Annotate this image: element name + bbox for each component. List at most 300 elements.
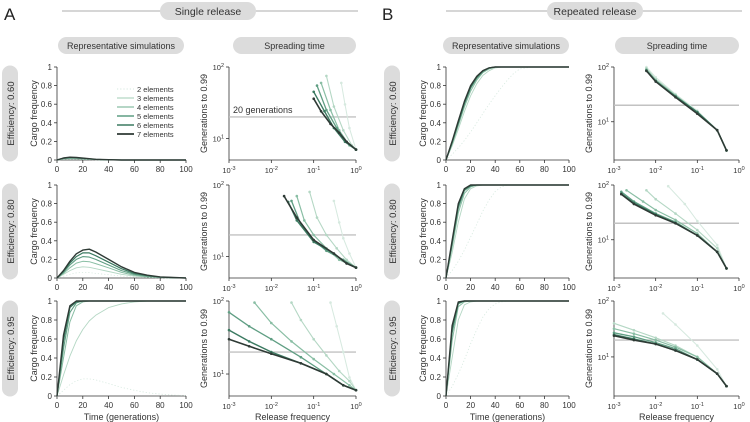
B-sim-0.80-ytick-label-2: 0.4 [429, 236, 441, 246]
legend-label-6: 6 elements [137, 121, 174, 130]
B-sim-0.60-axes [418, 63, 576, 174]
A-spread-0.95-series-3-elements [292, 303, 357, 391]
B-spread-0.60-xtick-label-0-base: 10 [607, 166, 616, 175]
B-spread-0.80-point-3-3 [696, 229, 699, 232]
B-spread-0.80-point-4-2 [654, 209, 657, 212]
A-sim-0.95-axes [29, 297, 193, 422]
B-spread-0.80-ytick-label-1-base: 10 [597, 181, 606, 190]
B-spread-0.95-xtick-label-3 [733, 402, 744, 411]
A-sim-0.60-xtick-label-1: 20 [78, 165, 88, 174]
A-sim-0.60-xtick-label-5: 100 [179, 165, 193, 174]
B-spread-0.60-series-6-elements [646, 71, 726, 151]
B-sim-0.60-ytick-label-3: 0.6 [429, 100, 441, 110]
A-spread-0.80-y-label: Generations to 0.99 [199, 191, 209, 272]
B-spread-0.95-point-7-4 [696, 358, 699, 361]
A-sim-0.95-y-label: Cargo frequency [29, 315, 39, 382]
B-sim-0.95-ytick-label-4: 0.8 [429, 316, 441, 325]
A-spread-0.80-series-3-elements [310, 192, 356, 268]
B-spread-0.80-point-2-1 [684, 203, 687, 206]
B-spread-0.95-xtick-label-1 [649, 402, 662, 411]
A-sim-0.95-series-7-elements [57, 301, 186, 396]
B-spread-0.60-point-7-1 [654, 80, 657, 83]
A-sim-0.95-xtick-label-1: 20 [78, 401, 88, 410]
B-spread-0.80-xtick-label-3-base: 10 [733, 284, 742, 293]
B-sim-0.80-ytick-label-3: 0.6 [429, 218, 441, 228]
A-spread-0.95-xtick-label-3-base: 10 [350, 402, 359, 411]
B-sim-0.60-series-3-elements [446, 67, 569, 160]
A-sim-0.60-ytick-label-3: 0.6 [40, 100, 52, 110]
A-spread-0.80-point-4-1 [303, 219, 306, 222]
A-spread-0.60-series-4-elements [321, 83, 356, 150]
B-sim-0.95-ytick-label-2: 0.4 [429, 354, 441, 363]
A-spread-0.60-y-label: Generations to 0.99 [199, 73, 209, 154]
B-spread-0.95-xtick-label-0-base: 10 [607, 402, 616, 411]
B-spread-0.60-series-7-elements [646, 71, 726, 150]
A-spread-0.80-point-7-0 [283, 195, 286, 198]
B-spread-0.60-point-7-4 [716, 129, 719, 132]
A-spread-0.95-point-4-1 [270, 322, 273, 325]
A-spread-0.95-xtick-label-0-base: 10 [222, 402, 231, 411]
A-spread-0.80-xtick-label-2-exp: -1 [315, 284, 321, 290]
B-sim-0.60-xtick-label-1: 20 [466, 165, 476, 174]
B-spread-0.95-xtick-label-1-exp: -2 [657, 402, 663, 408]
A-spread-0.95-point-2-1 [335, 325, 338, 328]
panel_b-row-label-1: Efficiency: 0.80 [388, 199, 399, 264]
A-spread-0.60-xtick-label-1 [265, 166, 278, 175]
A-spread-0.60-ytick-label-0-exp: 1 [220, 134, 224, 141]
A-spread-0.95-point-5-2 [270, 338, 273, 341]
A-spread-0.80-point-3-2 [325, 234, 328, 237]
B-spread-0.60-xtick-label-3-exp: 0 [741, 166, 745, 172]
B-sim-0.95-ytick-label-5: 1 [436, 297, 441, 306]
B-spread-0.80-point-7-0 [620, 193, 623, 196]
A-spread-0.80-xtick-label-0-base: 10 [222, 284, 231, 293]
B-spread-0.80-series-2-elements [668, 186, 726, 268]
A-spread-0.95-point-3-2 [312, 338, 315, 341]
A-sim-0.60-ytick-label-4: 0.8 [40, 81, 52, 91]
B-spread-0.80-xtick-label-3-exp: 0 [741, 284, 745, 290]
B-spread-0.95-series-4-elements [614, 329, 727, 387]
A-spread-0.60-xtick-label-3 [350, 166, 361, 175]
B-spread-0.80-point-7-6 [725, 267, 728, 270]
A-spread-0.60-point-3-2 [342, 129, 345, 132]
A-spread-0.95-y-label: Generations to 0.99 [199, 308, 209, 389]
A-spread-0.80-xtick-label-1-exp: -2 [273, 284, 278, 290]
A-sim-0.95-xtick-label-5: 100 [179, 401, 193, 410]
B-spread-0.95-point-7-6 [725, 385, 728, 388]
A-spread-0.95-series-2-elements [331, 303, 357, 391]
B-spread-0.95-point-7-0 [613, 334, 616, 337]
B-sim-0.80-y-label: Cargo frequency [418, 198, 428, 265]
A-spread-0.60-point-7-2 [329, 123, 332, 126]
B-sim-0.95-xtick-label-5: 100 [562, 401, 576, 410]
B-spread-0.95-ytick-label-0-exp: 1 [605, 352, 609, 359]
panel-a-letter: A [4, 5, 16, 24]
A-spread-0.80-xtick-label-1-base: 10 [264, 284, 274, 293]
B-sim-0.80-xtick-label-4: 80 [539, 283, 549, 292]
A-sim-0.80-y-label: Cargo frequency [29, 198, 39, 265]
A-sim-0.95-series-4-elements [57, 301, 186, 396]
B-spread-0.60-y-label: Generations to 0.99 [584, 73, 594, 154]
legend-label-3: 3 elements [137, 94, 174, 103]
B-spread-0.80-ytick-label-0-exp: 1 [605, 235, 609, 242]
B-sim-0.95-xtick-label-1: 20 [466, 401, 476, 410]
B-spread-0.95-xtick-label-0-exp: -3 [615, 402, 621, 408]
panel_a-row-label-1: Efficiency: 0.80 [6, 199, 17, 264]
A-spread-0.80-point-3-1 [316, 216, 319, 219]
A-spread-0.95-xtick-label-3 [350, 402, 361, 411]
A-sim-0.95-ytick-label-5: 1 [47, 297, 52, 306]
A-spread-0.95-point-7-0 [228, 338, 231, 341]
B-spread-0.95-point-7-2 [654, 343, 657, 346]
A-spread-0.80-point-2-0 [333, 200, 336, 203]
B-sim-0.95-series-5-elements [446, 301, 569, 396]
B-spread-0.60-ytick-label-1-exp: 2 [605, 63, 609, 69]
B-spread-0.95-point-4-4 [696, 356, 699, 359]
B-sim-0.95-xtick-label-2: 40 [490, 401, 500, 410]
A-spread-0.80-xtick-label-3-base: 10 [350, 284, 359, 293]
A-spread-0.80-xtick-label-3 [350, 284, 361, 293]
B-sim-0.95-ytick-label-3: 0.6 [429, 335, 441, 344]
B-spread-0.95-point-2-3 [716, 368, 719, 371]
A-spread-0.95-point-6-1 [248, 340, 251, 343]
A-spread-0.95-point-4-3 [312, 358, 315, 361]
A-spread-0.95-ytick-label-0-base: 10 [212, 370, 221, 380]
A-spread-0.80-xtick-label-3-exp: 0 [358, 284, 362, 290]
A-sim-0.60-xtick-label-0: 0 [54, 165, 60, 174]
panel_a-row-label-2: Efficiency: 0.95 [6, 316, 17, 381]
A-sim-0.95-x-label: Time (generations) [83, 412, 160, 422]
A-spread-0.80-point-7-2 [312, 239, 315, 242]
B-sim-0.80-xtick-label-2: 40 [490, 283, 500, 292]
A-spread-0.80-ytick-label-0-base: 10 [212, 252, 221, 262]
A-sim-0.95-xtick-label-2: 40 [104, 401, 114, 410]
A-sim-0.80-xtick-label-2: 40 [104, 283, 114, 292]
B-spread-0.80-xtick-label-0-base: 10 [607, 284, 616, 293]
A-sim-0.60-y-label: Cargo frequency [29, 80, 39, 147]
B-spread-0.80-point-7-1 [633, 203, 636, 206]
B-sim-0.95-xtick-label-4: 80 [539, 401, 549, 410]
B-spread-0.95-xtick-label-1-base: 10 [649, 402, 658, 411]
B-sim-0.60-xtick-label-3: 60 [515, 165, 525, 174]
B-spread-0.95-point-3-0 [613, 322, 616, 325]
A-sim-0.80-ytick-label-4: 0.8 [40, 199, 52, 209]
A-spread-0.80-xtick-label-0-exp: -3 [230, 284, 236, 290]
B-spread-0.80-xtick-label-2 [691, 284, 704, 293]
A-sim-0.60-ytick-label-2: 0.4 [40, 118, 52, 128]
A-sim-0.95-ytick-label-0: 0 [47, 392, 52, 401]
B-spread-0.95-xtick-label-2-exp: -1 [699, 402, 704, 408]
A-spread-0.95-point-3-5 [348, 380, 351, 383]
A-spread-0.60-xtick-label-1-exp: -2 [273, 166, 278, 172]
A-spread-0.95-xtick-label-0 [222, 402, 235, 411]
B-sim-0.95-y-label: Cargo frequency [418, 315, 428, 382]
A-spread-0.95-point-3-0 [290, 301, 293, 304]
A-spread-0.80-point-3-3 [335, 247, 338, 250]
A-sim-0.95-series-2-elements [57, 379, 186, 396]
B-spread-0.60-xtick-label-3 [733, 166, 744, 175]
B-spread-0.80-y-label: Generations to 0.99 [584, 191, 594, 272]
A-sim-0.60-xtick-label-3: 60 [129, 165, 139, 174]
B-sim-0.95-series-3-elements [446, 301, 569, 396]
B-spread-0.80-point-3-4 [716, 247, 719, 250]
B-sim-0.95-series-4-elements [446, 301, 569, 396]
A-spread-0.80-ytick-label-1-exp: 2 [220, 181, 224, 187]
B-spread-0.95-point-3-1 [633, 329, 636, 332]
A-spread-0.95-series-5-elements [229, 312, 356, 390]
B-sim-0.80-xtick-label-0: 0 [443, 283, 449, 292]
A-spread-0.80-point-2-3 [348, 252, 351, 255]
A-spread-0.95-point-7-1 [248, 345, 251, 348]
B-sim-0.95-xtick-label-0: 0 [443, 401, 449, 410]
B-spread-0.60-series-3-elements [646, 68, 726, 150]
panel_a-row-label-0: Efficiency: 0.60 [6, 81, 17, 146]
A-spread-0.95-point-5-0 [228, 311, 231, 314]
A-spread-0.80-point-4-0 [296, 195, 299, 198]
B-sim-0.80-xtick-label-1: 20 [466, 283, 476, 292]
panel-b-letter: B [382, 5, 394, 24]
B-spread-0.95-xtick-label-0 [607, 402, 620, 411]
B-spread-0.80-xtick-label-3 [733, 284, 744, 293]
B-spread-0.80-point-2-0 [667, 185, 670, 188]
A-spread-0.60-xtick-label-0-exp: -3 [230, 166, 236, 172]
B-sim-0.60-ytick-label-5: 1 [436, 63, 441, 72]
B-spread-0.60-xtick-label-2-base: 10 [690, 166, 700, 175]
A-spread-0.95-point-7-6 [355, 389, 358, 392]
A-spread-0.60-ytick-label-1-exp: 2 [220, 63, 224, 69]
A-spread-0.95-xtick-label-1 [265, 402, 278, 411]
A-sim-0.95-xtick-label-0: 0 [54, 401, 60, 410]
A-spread-0.95-ytick-label-1-base: 10 [212, 297, 221, 306]
legend-label-2: 2 elements [137, 85, 174, 94]
B-sim-0.95-series-7-elements [446, 301, 569, 396]
A-sim-0.80-xtick-label-1: 20 [78, 283, 88, 292]
B-spread-0.95-point-2-0 [662, 312, 665, 315]
B-spread-0.80-point-4-1 [642, 200, 645, 203]
A-spread-0.60-point-7-3 [338, 132, 341, 135]
A-sim-0.80-ytick-label-3: 0.6 [40, 218, 52, 228]
A-spread-0.60-ytick-label-0-base: 10 [212, 134, 221, 144]
panel_a-col-header-0: Representative simulations [66, 41, 176, 51]
A-spread-0.60-point-2-1 [344, 103, 347, 106]
B-sim-0.95-x-label: Time (generations) [469, 412, 546, 422]
B-spread-0.95-point-4-1 [633, 332, 636, 335]
legend [117, 85, 174, 139]
A-spread-0.60-point-4-0 [320, 82, 323, 85]
A-spread-0.95-point-4-4 [333, 373, 336, 376]
A-spread-0.60-point-7-1 [320, 110, 323, 113]
A-spread-0.95-xtick-label-1-base: 10 [264, 402, 274, 411]
B-spread-0.80-xtick-label-1 [649, 284, 662, 293]
B-sim-0.95-series-6-elements [446, 301, 569, 396]
B-spread-0.60-point-7-3 [696, 112, 699, 115]
B-sim-0.60-ytick-label-4: 0.8 [429, 81, 441, 91]
B-spread-0.95-axes [584, 297, 745, 422]
A-spread-0.60-series-3-elements [326, 76, 356, 150]
A-spread-0.95-point-3-3 [325, 354, 328, 357]
B-spread-0.80-point-7-2 [654, 214, 657, 217]
B-spread-0.80-xtick-label-2-exp: -1 [699, 284, 704, 290]
A-spread-0.60-point-4-1 [329, 109, 332, 112]
A-spread-0.60-point-7-5 [355, 148, 358, 151]
B-sim-0.60-ytick-label-0: 0 [436, 156, 441, 165]
reference-line-label: 20 generations [233, 105, 293, 115]
A-sim-0.95-series-6-elements [57, 301, 186, 396]
B-spread-0.60-point-7-2 [674, 96, 677, 99]
B-sim-0.95-ytick-label-1: 0.2 [429, 373, 441, 382]
A-sim-0.80-xtick-label-0: 0 [54, 283, 60, 292]
B-sim-0.60-ytick-label-2: 0.4 [429, 118, 441, 128]
A-spread-0.95-xtick-label-1-exp: -2 [273, 402, 278, 408]
B-sim-0.60-y-label: Cargo frequency [418, 80, 428, 147]
A-spread-0.60-axes [199, 63, 362, 175]
A-spread-0.60-ytick-label-1-base: 10 [212, 63, 221, 72]
A-spread-0.95-ytick-label-0 [213, 370, 224, 379]
A-spread-0.60-xtick-label-3-exp: 0 [358, 166, 362, 172]
A-spread-0.95-point-4-5 [348, 384, 351, 387]
A-sim-0.95-xtick-label-4: 80 [155, 401, 165, 410]
B-spread-0.95-ytick-label-0-base: 10 [597, 352, 606, 362]
A-spread-0.95-point-4-0 [253, 301, 256, 304]
B-spread-0.95-point-2-2 [696, 344, 699, 347]
A-sim-0.80-xtick-label-3: 60 [129, 283, 139, 292]
A-spread-0.60-xtick-label-0-base: 10 [222, 166, 231, 175]
A-sim-0.60-ytick-label-0: 0 [47, 156, 52, 165]
B-spread-0.80-point-3-1 [654, 198, 657, 201]
A-spread-0.80-point-3-0 [308, 191, 311, 194]
A-spread-0.60-point-2-0 [340, 82, 343, 85]
B-spread-0.80-ytick-label-0 [598, 236, 609, 245]
B-sim-0.80-xtick-label-5: 100 [562, 283, 576, 292]
A-spread-0.80-ytick-label-1-base: 10 [212, 181, 221, 190]
B-spread-0.80-xtick-label-1-base: 10 [649, 284, 658, 293]
B-spread-0.95-point-2-1 [674, 323, 677, 326]
A-spread-0.95-point-6-0 [228, 329, 231, 332]
B-spread-0.60-ytick-label-1-base: 10 [597, 63, 606, 72]
A-spread-0.95-xtick-label-2-base: 10 [307, 402, 316, 411]
A-spread-0.80-point-7-1 [296, 216, 299, 219]
A-sim-0.95-ytick-label-4: 0.8 [40, 316, 52, 325]
A-sim-0.80-xtick-label-5: 100 [179, 283, 193, 292]
A-spread-0.95-point-2-3 [348, 376, 351, 379]
B-sim-0.60-series-2-elements [446, 67, 569, 160]
A-spread-0.80-ytick-label-0-exp: 1 [220, 252, 224, 259]
B-spread-0.95-ytick-label-1 [598, 297, 609, 306]
B-spread-0.95-point-4-0 [613, 327, 616, 330]
B-sim-0.60-xtick-label-5: 100 [562, 165, 576, 174]
B-sim-0.80-series-3-elements [446, 185, 569, 278]
A-spread-0.95-series-4-elements [255, 303, 357, 391]
B-spread-0.95-ytick-label-0 [598, 353, 609, 362]
B-sim-0.80-xtick-label-3: 60 [515, 283, 525, 292]
A-sim-0.60-xtick-label-4: 80 [155, 165, 165, 174]
A-sim-0.95-series-3-elements [57, 301, 186, 396]
B-spread-0.95-point-7-5 [716, 372, 719, 375]
A-spread-0.95-xtick-label-2 [307, 402, 320, 411]
A-sim-0.80-xtick-label-4: 80 [155, 283, 165, 292]
B-spread-0.80-point-7-5 [716, 251, 719, 254]
B-spread-0.60-xtick-label-1 [649, 166, 662, 175]
A-spread-0.80-point-4-2 [312, 234, 315, 237]
A-spread-0.80-series-7-elements [284, 196, 356, 268]
panel_b-col-header-1: Spreading time [646, 41, 708, 51]
B-spread-0.80-point-7-3 [674, 222, 677, 225]
B-spread-0.95-y-label: Generations to 0.99 [584, 308, 594, 389]
A-spread-0.80-point-7-4 [345, 262, 348, 265]
A-spread-0.80-xtick-label-2 [307, 284, 320, 293]
A-spread-0.60-point-3-0 [325, 75, 328, 78]
B-sim-0.60-series-6-elements [446, 67, 569, 160]
A-spread-0.80-xtick-label-1 [265, 284, 278, 293]
A-sim-0.95-series-5-elements [57, 301, 186, 396]
A-spread-0.80-ytick-label-1 [213, 181, 224, 190]
panel_a-col-header-1: Spreading time [264, 41, 325, 51]
B-spread-0.80-point-7-4 [696, 234, 699, 237]
A-spread-0.95-ytick-label-1 [213, 297, 224, 306]
A-spread-0.95-point-3-4 [338, 370, 341, 373]
B-spread-0.80-xtick-label-0 [607, 284, 620, 293]
B-spread-0.80-point-2-3 [716, 244, 719, 247]
A-spread-0.80-point-7-3 [333, 252, 336, 255]
A-spread-0.95-xtick-label-0-exp: -3 [230, 402, 236, 408]
B-spread-0.60-axes [584, 63, 745, 175]
B-spread-0.60-ytick-label-0 [598, 118, 609, 127]
A-spread-0.80-point-2-1 [338, 221, 341, 224]
B-spread-0.80-point-3-0 [645, 189, 648, 192]
A-sim-0.95-ytick-label-1: 0.2 [40, 373, 52, 382]
B-spread-0.60-ytick-label-1 [598, 63, 609, 72]
A-spread-0.60-point-2-2 [348, 127, 351, 130]
A-spread-0.95-point-7-5 [342, 384, 345, 387]
A-spread-0.60-point-3-1 [333, 105, 336, 108]
A-spread-0.80-point-7-5 [355, 266, 358, 269]
A-spread-0.95-point-4-2 [290, 340, 293, 343]
B-sim-0.80-ytick-label-5: 1 [436, 181, 441, 190]
B-spread-0.80-axes [584, 181, 745, 293]
B-spread-0.80-ytick-label-1 [598, 181, 609, 190]
A-sim-0.95-ytick-label-2: 0.4 [40, 354, 52, 363]
A-spread-0.60-ytick-label-1 [213, 63, 224, 72]
B-sim-0.80-axes [418, 181, 576, 292]
B-sim-0.95-xtick-label-3: 60 [515, 401, 525, 410]
A-spread-0.95-point-5-3 [300, 356, 303, 359]
A-spread-0.60-xtick-label-2 [307, 166, 320, 175]
B-spread-0.80-series-5-elements [621, 192, 726, 269]
A-spread-0.95-point-7-3 [300, 362, 303, 365]
B-spread-0.80-xtick-label-0-exp: -3 [615, 284, 621, 290]
panel_b-col-header-0: Representative simulations [451, 41, 561, 51]
A-spread-0.80-axes [199, 181, 362, 293]
A-spread-0.80-point-2-2 [342, 237, 345, 240]
B-spread-0.80-ytick-label-1-exp: 2 [605, 181, 609, 187]
B-spread-0.95-point-3-2 [654, 337, 657, 340]
B-spread-0.95-point-7-3 [674, 349, 677, 352]
B-spread-0.95-x-label: Release frequency [638, 412, 715, 422]
A-spread-0.95-point-7-2 [270, 352, 273, 355]
A-spread-0.95-point-7-4 [325, 373, 328, 376]
A-spread-0.80-ytick-label-0 [213, 252, 224, 261]
A-spread-0.60-xtick-label-0 [222, 166, 235, 175]
B-sim-0.60-series-7-elements [446, 67, 569, 160]
B-spread-0.80-point-4-0 [625, 189, 628, 192]
panel_b-row-label-2: Efficiency: 0.95 [388, 316, 399, 381]
B-sim-0.60-xtick-label-0: 0 [443, 165, 449, 174]
A-spread-0.60-point-6-1 [323, 110, 326, 113]
B-sim-0.95-series-2-elements [446, 301, 569, 396]
panel_a-title: Single release [174, 6, 242, 18]
B-spread-0.80-series-4-elements [627, 190, 727, 268]
A-spread-0.60-point-5-0 [316, 84, 319, 87]
